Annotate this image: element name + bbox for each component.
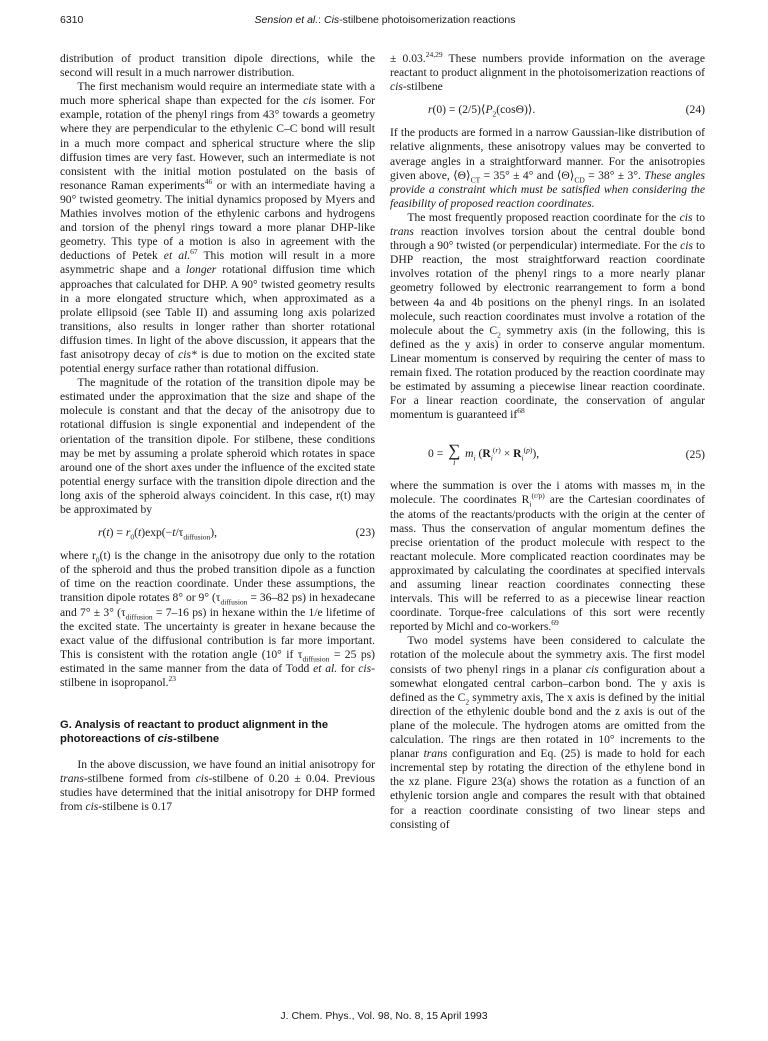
right-column bbox=[390, 52, 705, 832]
paragraph: In the above discussion, we have found an initial anisotropy for trans-stilbene formed from cis-stilbene of 0.20 ± 0.04. Previous studies have determined that the initial anisotropy for DHP formed from cis-stilbene is 0.17 bbox=[60, 758, 375, 814]
paragraph: where the summation is over the i atoms with masses $m_i$ in the molecule. The coordinates $R_i^{(r/p)}$ are the Cartesian coordinates of the atoms of the reactants/products with the origin at the center of mass. Thus the conservation of angular momentum defines the precise orientation of the product molecule with respect to the reactant molecule. More complicated reaction coordinates may be approximated by calculating the coordinates at specified intervals and assuming linear reaction coordinates connecting these intervals. This will be referred to as a piecewise linear reaction coordinate. Torque-free calculations of this sort were recently reported by Michl and co-workers.$^{69}$ bbox=[390, 479, 705, 634]
page-number: 6310 bbox=[60, 14, 84, 26]
page-header bbox=[60, 14, 710, 30]
page-footer: J. Chem. Phys., Vol. 98, No. 8, 15 April 1993 bbox=[280, 1010, 488, 1022]
left-column bbox=[60, 52, 375, 815]
paragraph: where $r_0(t)$ is the change in the anisotropy due only to the rotation of the spheroid and thus the probed transition dipole as a function of time on the reaction coordinate. Under these assumptions, the transition dipole rotates 8° or 9° ($\tau_{diffusion} = 36-82$ ps) in hexadecane and 7° ± 3° ($\tau_{diffusion} = 7-16$ ps) in hexane within the 1/e lifetime of the excited state. The uncertainty is greater in hexane because the exact value of the diffusional contribution is far more important. This is consistent with the rotation angle (10° if $\tau_{diffusion} = 25$ ps) estimated in the same manner from the data of Todd et al. for cis-stilbene in isopropanol.$^{23}$ bbox=[60, 549, 376, 690]
equation-23 bbox=[60, 526, 375, 540]
equation-number: (23) bbox=[355, 526, 375, 540]
equation-expression: $r(0) = (2/5)⟨P_2(\cos\Theta)⟩$. bbox=[428, 103, 536, 119]
paragraph: Two model systems have been considered to calculate the rotation of the molecule about the symmetry axis. The first model consists of two phenyl rings in a planar cis configuration about a somewhat elongated central carbon–carbon bond. The y axis is defined as the $C_2$ symmetry axis, The x axis is defined by the initial direction of the ethylenic double bond and the z axis is out of the plane of the molecule. The hydrogen atoms are omitted from the calculation. The rings are then rotated in 10° increments to the planar trans configuration and Eq. (25) is made to hold for each incremental step by rotating the direction of the ethylene bond in the xz plane. Figure 23(a) shows the rotation as a function of an ethylenic torsion angle and compares the result with that obtained for a reaction coordinate consisting of two linear steps and consisting of bbox=[390, 634, 706, 831]
equation-expression: 0 = ∑ i $m_i$ $(R_i^{(r)} \times R_i^{(p)})$, bbox=[428, 441, 540, 468]
equation-24 bbox=[390, 103, 705, 117]
running-head: Sension et al.: Cis-stilbene photoisomerization reactions bbox=[254, 14, 516, 26]
equation-expression: $r(t) = r_0(t)\exp(-t/\tau_{diffusion})$, bbox=[98, 526, 218, 542]
equation-25 bbox=[390, 442, 705, 467]
section-heading: G. Analysis of reactant to product alignment in the photoreactions of cis-stilbene bbox=[60, 719, 329, 746]
paragraph: The magnitude of the rotation of the transition dipole may be estimated under the approximation that the size and shape of the molecule is constant and that the decay of the anisotropy due to rotational diffusion is single exponential and independent of the orientation of the transition dipole. For stilbene, these conditions may be met by assuming a prolate spheroid which rotates in space around one of the short axes under the influence of the excited state potential energy surface with the transition dipole direction and the long axis of the spheroid always coincident. In this case, r(t) may be approximated by bbox=[60, 376, 375, 516]
equation-number: (24) bbox=[685, 103, 705, 117]
paragraph: The first mechanism would require an intermediate state with a much more spherical shape than expected for the cis isomer. For example, rotation of the phenyl rings from 43° towards a geometry where they are perpendicular to the ethylenic C–C bond will result in a much more compact and spherical structure where the slip diffusion times are very fast. However, such an intermediate is not consistent with the initial motion postulated on the basis of resonance Raman experiments$^{46}$ or with an intermediate having a 90° twisted geometry. The initial dynamics proposed by Myers and Mathies involves motion of the ethylenic carbons and hydrogens and torsion of the phenyl rings toward a more planar DHP-like geometry. This type of a motion is also in agreement with the deductions of Petek et al.$^{67}$ This motion will result in a more asymmetric shape and a longer rotational diffusion time which approaches that calculated for DHP. A 90° twisted geometry results in a more elongated structure which, when approximated as a prolate ellipsoid (see Table II) and assuming long axis polarized transitions, also results in longer rather than shorter rotational diffusion times. In light of the above discussion, it appears that the fast anisotropy decay of cis* is due to motion on the excited state potential energy surface rather than rotational diffusion. bbox=[60, 80, 376, 376]
paragraph: distribution of product transition dipole directions, while the second will result in a much narrower distribution. bbox=[60, 52, 375, 80]
equation-number: (25) bbox=[685, 447, 705, 461]
paragraph: If the products are formed in a narrow Gaussian-like distribution of relative alignments, these anisotropy values may be converted to average angles in a straightforward manner. For the anisotropies given above, $⟨\Theta⟩_{CT} = 35^\circ \pm 4^\circ$ and $⟨\Theta⟩_{CD} = 38^\circ \pm 3^\circ$. These angles provide a constraint which must be satisfied when considering the feasibility of proposed reaction coordinates. bbox=[390, 126, 705, 210]
paragraph: The most frequently proposed reaction coordinate for the cis to trans reaction involves torsion about the central double bond through a 90° twisted (or perpendicular) intermediate. For the cis to DHP reaction, the most straightforward reaction coordinate involves rotation of the phenyl rings to a more nearly planar geometry followed by electronic rearrangement to form a bond between 4a and 4b positions on the phenyl rings. In an isolated molecule, such reaction coordinates must involve a rotation of the molecule about the $C_2$ symmetry axis (in the following, this is defined as the y axis) in order to conserve angular momentum. Linear momentum is conserved by requiring the center of mass to remain fixed. The rotation produced by the reaction coordinate may be estimated by assuming a piecewise linear reaction coordinate. For a linear reaction coordinate, the conservation of angular momentum is guaranteed $if^{68}$ bbox=[390, 210, 706, 422]
paragraph: ± 0.03.$^{24,29}$ These numbers provide information on the average reactant to product alignment in the photoisomerization reactions of cis-stilbene bbox=[390, 50, 705, 94]
